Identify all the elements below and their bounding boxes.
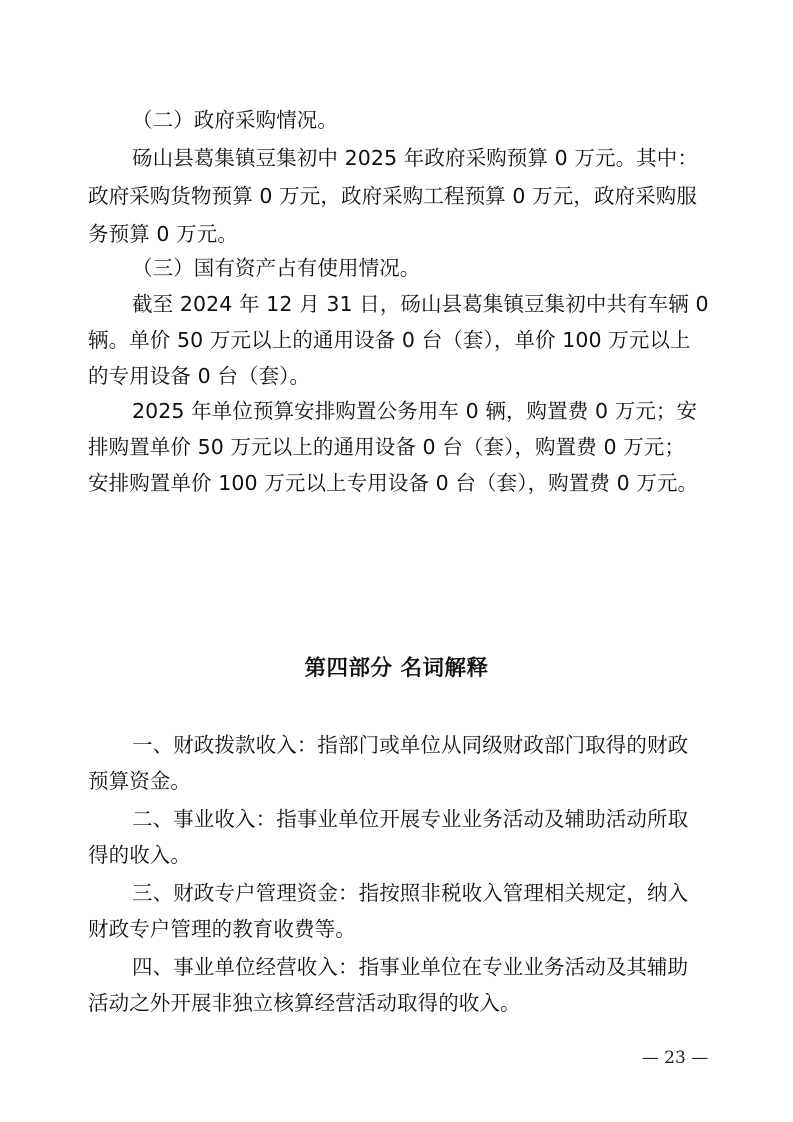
gov-procurement-heading: （二）政府采购情况。 (132, 108, 338, 132)
term-3-line-1: 三、财政专户管理资金：指按照非税收入管理相关规定，纳入 (132, 881, 689, 905)
purchase-plan-line-2: 排购置单价 50 万元以上的通用设备 0 台（套），购置费 0 万元； (88, 435, 686, 459)
term-1-line-2: 预算资金。 (88, 769, 191, 793)
term-2-line-2: 得的收入。 (88, 843, 191, 867)
term-4-line-2: 活动之外开展非独立核算经营活动取得的收入。 (88, 991, 521, 1015)
term-4-line-1: 四、事业单位经营收入：指事业单位在专业业务活动及其辅助 (132, 955, 689, 979)
assets-line-3: 的专用设备 0 台（套）。 (88, 364, 311, 388)
gov-procurement-line-3: 务预算 0 万元。 (88, 222, 238, 246)
purchase-plan-line-3: 安排购置单价 100 万元以上专用设备 0 台（套），购置费 0 万元。 (88, 471, 699, 495)
term-2-line-1: 二、事业收入：指事业单位开展专业业务活动及辅助活动所取 (132, 807, 689, 831)
assets-line-1: 截至 2024 年 12 月 31 日，砀山县葛集镇豆集初中共有车辆 0 (132, 292, 709, 316)
page-number: — 23 — (641, 1048, 709, 1068)
gov-procurement-line-2: 政府采购货物预算 0 万元，政府采购工程预算 0 万元，政府采购服 (88, 184, 697, 208)
assets-heading: （三）国有资产占有使用情况。 (132, 256, 421, 280)
gov-procurement-line-1: 砀山县葛集镇豆集初中 2025 年政府采购预算 0 万元。其中： (132, 146, 698, 170)
assets-line-2: 辆。单价 50 万元以上的通用设备 0 台（套），单价 100 万元以上 (88, 328, 691, 352)
purchase-plan-line-1: 2025 年单位预算安排购置公务用车 0 辆，购置费 0 万元；安 (132, 399, 698, 423)
term-3-line-2: 财政专户管理的教育收费等。 (88, 917, 356, 941)
section-title: 第四部分 名词解释 (304, 656, 489, 681)
term-1-line-1: 一、财政拨款收入：指部门或单位从同级财政部门取得的财政 (132, 733, 689, 757)
